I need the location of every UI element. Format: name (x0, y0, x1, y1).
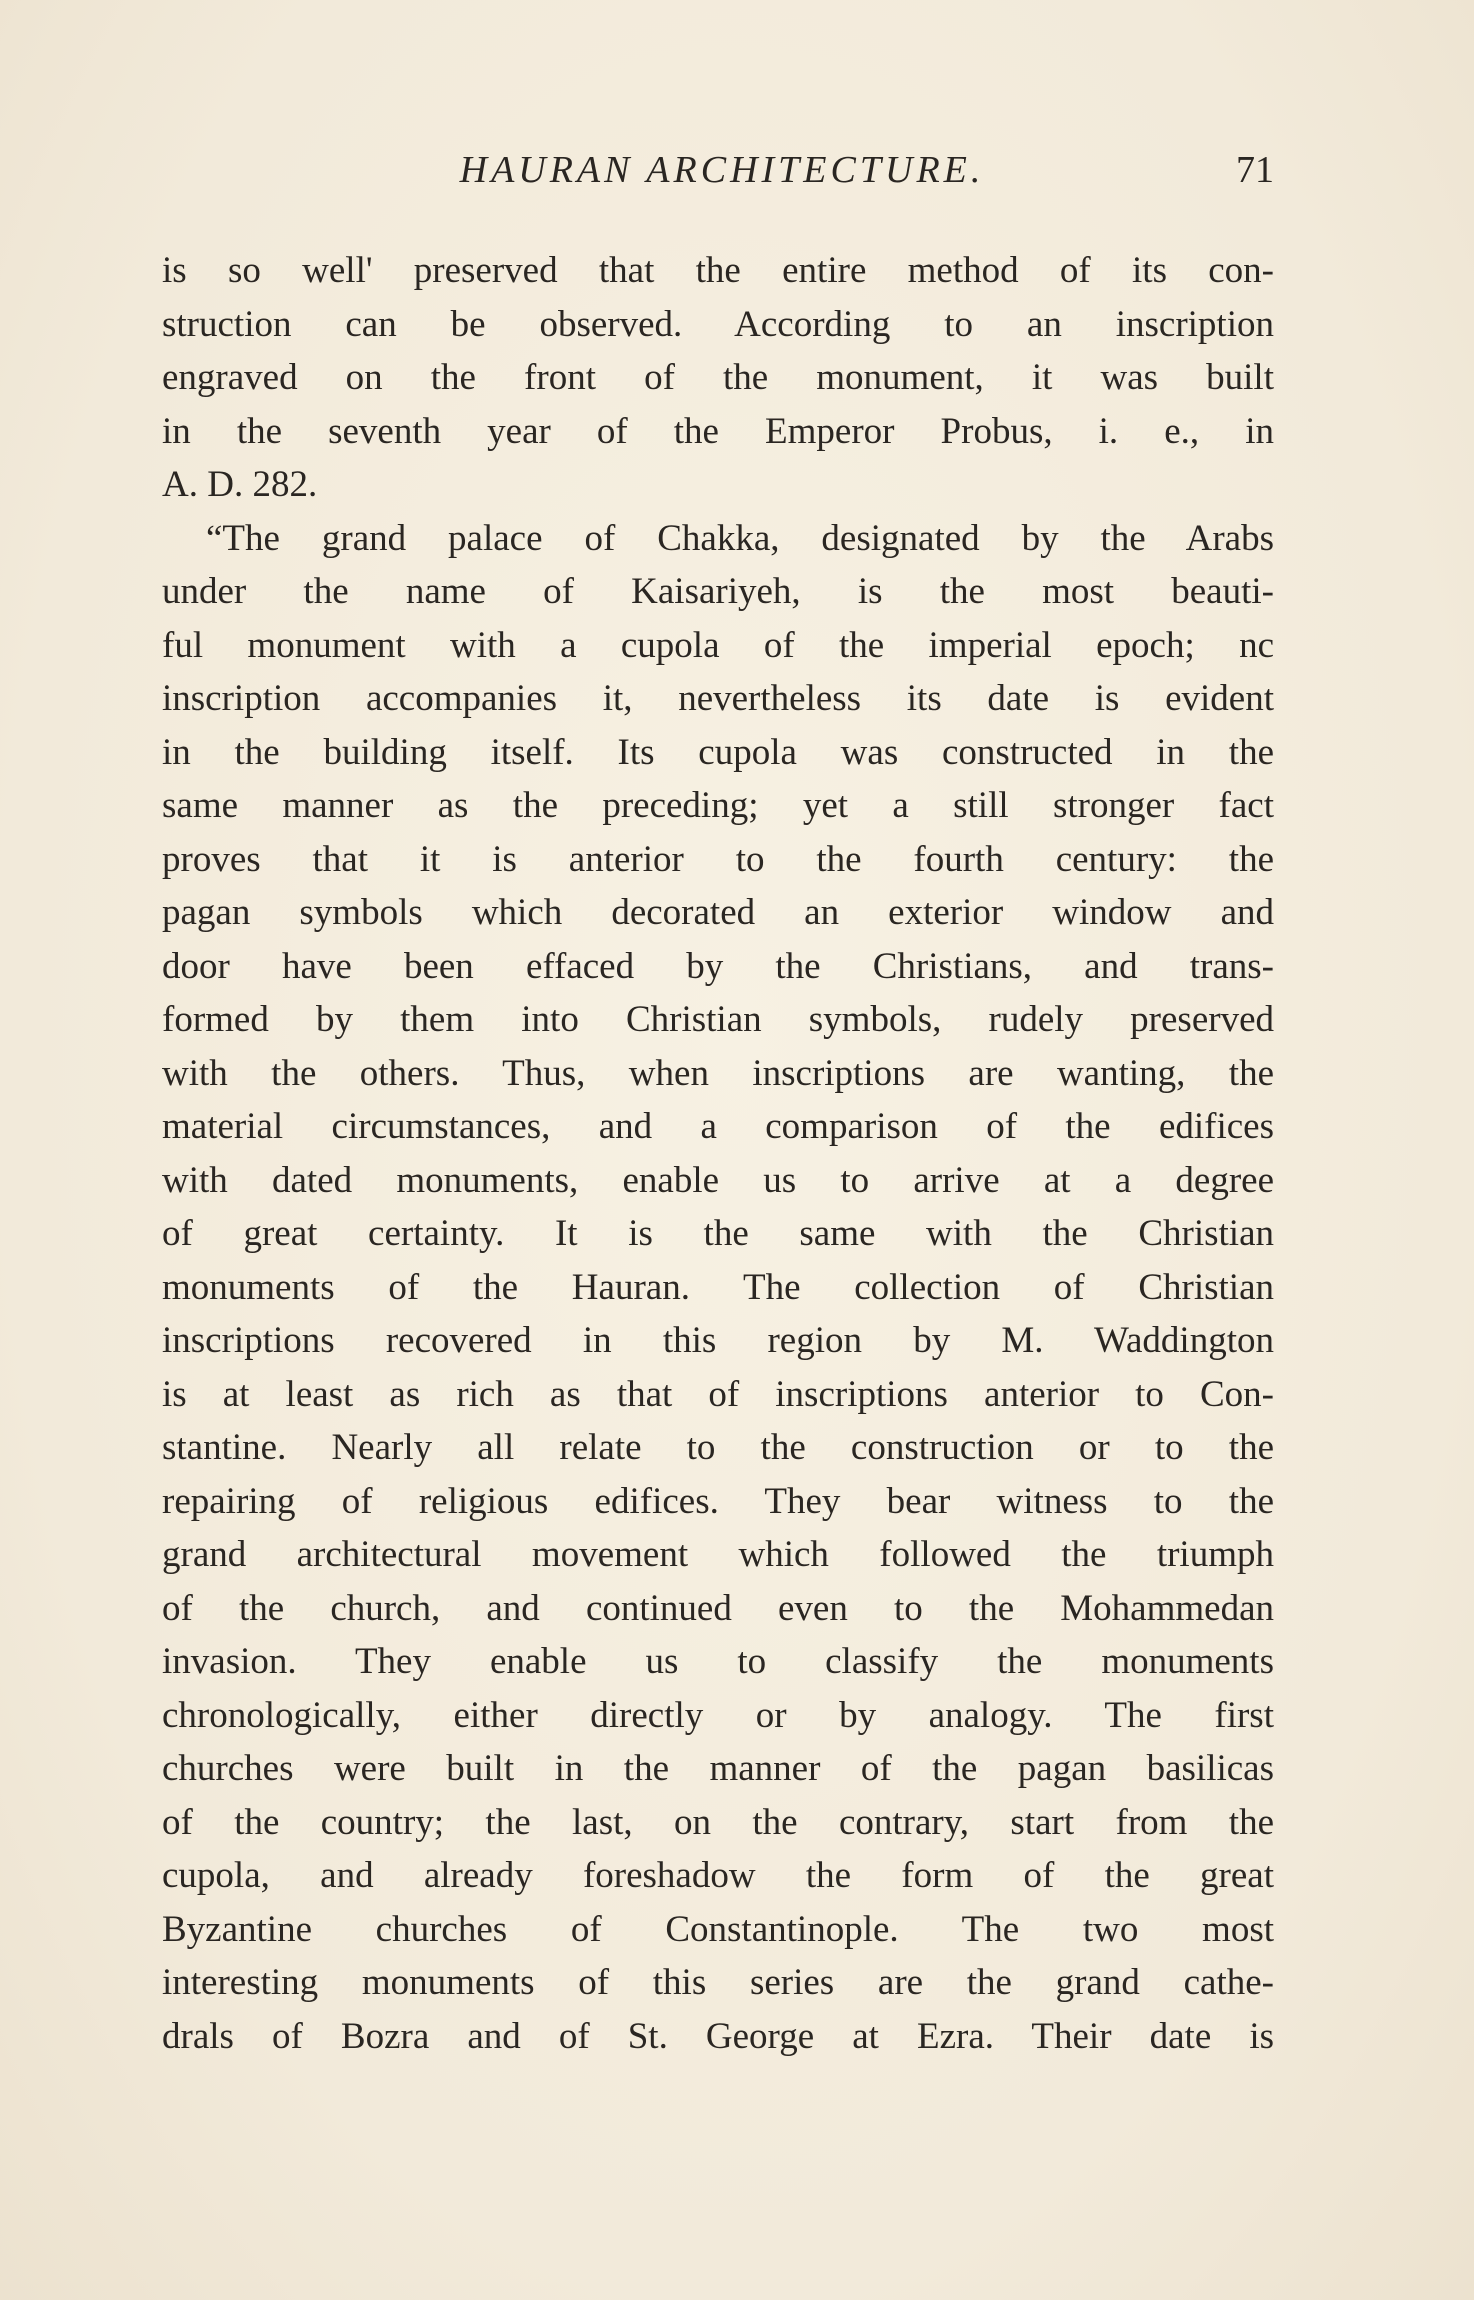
text-line: with dated monuments, enable us to arrive at a degree (162, 1159, 1274, 1201)
running-head (170, 148, 1274, 208)
text-line: with the others. Thus, when inscriptions are wanting, the (162, 1052, 1274, 1094)
body-text (162, 244, 1274, 2063)
text-line: monuments of the Hauran. The collection of Christian (162, 1266, 1274, 1308)
page-number: 71 (1236, 149, 1274, 191)
text-line: grand architectural movement which followed the triumph (162, 1534, 1274, 1575)
text-line: is at least as rich as that of inscriptions anterior to Con- (162, 1373, 1274, 1415)
text-line: in the building itself. Its cupola was constructed in the (162, 731, 1274, 773)
text-line: churches were built in the manner of the pagan basilicas (162, 1748, 1274, 1789)
text-line: inscription accompanies it, nevertheless its date is evident (162, 678, 1274, 719)
text-line: Byzantine churches of Constantinople. The two most (162, 1908, 1274, 1950)
text-line: struction can be observed. According to an inscription (162, 303, 1274, 345)
text-line: door have been effaced by the Christians, and trans- (162, 945, 1274, 987)
text-line: proves that it is anterior to the fourth century: the (162, 838, 1274, 880)
text-line: stantine. Nearly all relate to the construction or to the (162, 1427, 1274, 1468)
text-line: “The grand palace of Chakka, designated by the Arabs (206, 517, 1274, 559)
running-title: HAURAN ARCHITECTURE. (459, 149, 985, 191)
text-line: drals of Bozra and of St. George at Ezra. Their date is (162, 2015, 1274, 2057)
text-line: of the country; the last, on the contrary, start from the (162, 1801, 1274, 1843)
text-line: A. D. 282. (162, 464, 318, 505)
text-line: invasion. They enable us to classify the monuments (162, 1641, 1274, 1682)
text-line: chronologically, either directly or by analogy. The first (162, 1694, 1274, 1736)
text-line: formed by them into Christian symbols, rudely preserved (162, 999, 1274, 1040)
text-line: under the name of Kaisariyeh, is the most beauti- (162, 571, 1274, 612)
text-line: ful monument with a cupola of the imperial epoch; nc (162, 624, 1274, 666)
text-line: material circumstances, and a comparison of the edifices (162, 1106, 1274, 1147)
text-line: in the seventh year of the Emperor Probus, i. e., in (162, 410, 1274, 452)
text-line: engraved on the front of the monument, it was built (162, 357, 1274, 398)
text-line: repairing of religious edifices. They bear witness to the (162, 1480, 1274, 1522)
text-line: cupola, and already foreshadow the form of the great (162, 1855, 1274, 1896)
text-line: of great certainty. It is the same with the Christian (162, 1213, 1274, 1254)
text-line: is so well' preserved that the entire method of its con- (162, 250, 1274, 291)
text-line: inscriptions recovered in this region by M. Waddington (162, 1320, 1274, 1361)
text-line: pagan symbols which decorated an exterior window and (162, 892, 1274, 933)
text-line: interesting monuments of this series are the grand cathe- (162, 1962, 1274, 2003)
text-line: of the church, and continued even to the Mohammedan (162, 1587, 1274, 1629)
text-line: same manner as the preceding; yet a still stronger fact (162, 785, 1274, 826)
